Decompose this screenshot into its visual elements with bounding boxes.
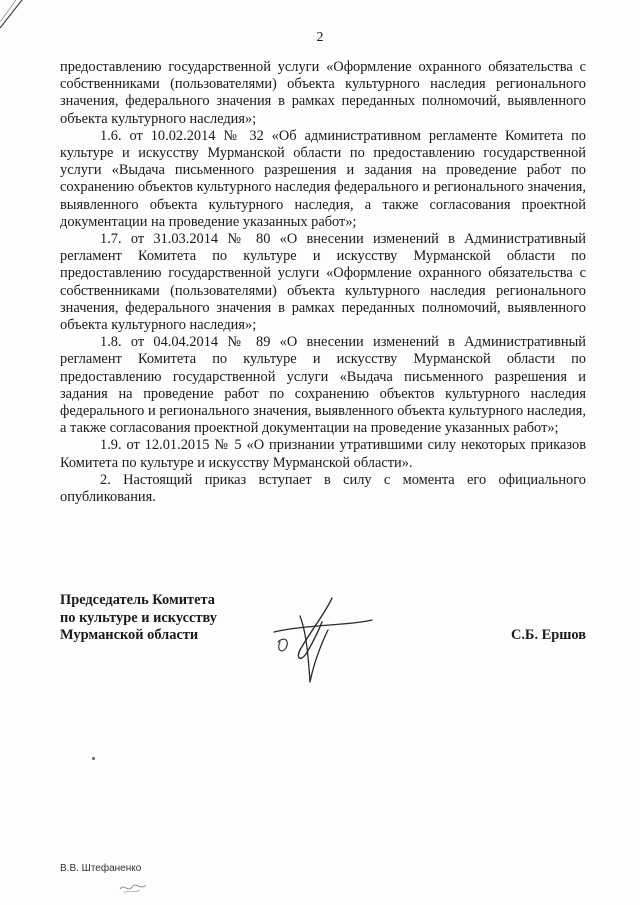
- signature-block: [60, 592, 586, 692]
- executor-name: В.В. Штефаненко: [60, 863, 142, 874]
- paragraph-continuation: предоставлению государственной услуги «Оформление охранного обязательства с собственниками (пользователями) объекта культурного наследия регионального значения, федерального значения в рамках переданных полномочий, выявленного объекта культурного наследия»;: [60, 59, 586, 127]
- scribble-mark: [118, 879, 148, 895]
- paragraph-item-1-9: 1.9. от 12.01.2015 № 5 «О признании утратившими силу некоторых приказов Комитета по культуре и искусству Мурманской области».: [60, 437, 586, 471]
- signatory-title-line: Председатель Комитета: [60, 592, 215, 608]
- paragraph-item-2: 2. Настоящий приказ вступает в силу с момента его официального опубликования.: [60, 471, 586, 506]
- paragraph-item-1-6: 1.6. от 10.02.2014 № 32 «Об административном регламенте Комитета по культуре и искусству Мурманской области по предоставлению государственной услуги «Выдача письменного разрешения и задания на проведение работ по сохранению объектов культурного наследия федерального и регионального значения, выявленного объекта культурного наследия, а также согласования проектной документации на проведение указанных работ»;: [60, 127, 586, 230]
- signatory-title-line: Мурманской области: [60, 627, 199, 643]
- paragraph-item-1-7: 1.7. от 31.03.2014 № 80 «О внесении изменений в Административный регламент Комитета по культуре и искусству Мурманской области по предоставлению государственной услуги «Оформление охранного обязательства с собственниками (пользователями) объекта культурного наследия регионального значения, федерального значения в рамках переданных полномочий, выявленного объекта культурного наследия»;: [60, 231, 586, 334]
- signatory-title: [60, 592, 217, 645]
- signatory-title-line: по культуре и искусству: [60, 609, 217, 626]
- signatory-name: С.Б. Ершов: [510, 627, 586, 643]
- handwritten-signature: [270, 592, 380, 687]
- stray-dot: [92, 757, 95, 760]
- document-body: [60, 59, 586, 506]
- paragraph-item-1-8: 1.8. от 04.04.2014 № 89 «О внесении изменений в Административный регламент Комитета по культуре и искусству Мурманской области по предоставлению государственной услуги «Выдача письменного разрешения и задания на проведение работ по сохранению объектов культурного наследия федерального и регионального значения, выявленного объекта культурного наследия, а также согласования проектной документации на проведение указанных работ»;: [60, 334, 586, 437]
- page-number: 2: [316, 30, 324, 45]
